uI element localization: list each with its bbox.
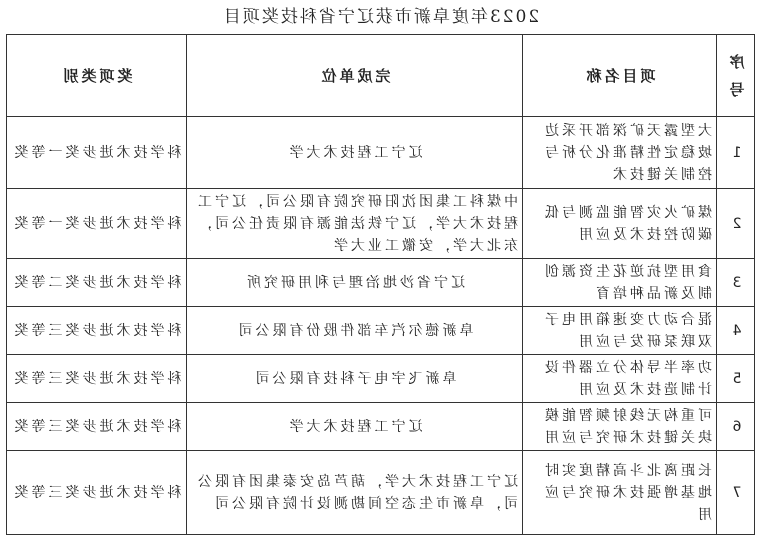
- row-project: 食用型抗逆花生资源创制及新品种培育: [523, 259, 717, 307]
- row-category: 科学技术进步奖三等奖: [7, 403, 187, 451]
- header-seq-line1: 序: [726, 52, 745, 71]
- row-unit: 辽宁工程技术大学: [187, 117, 523, 189]
- row-unit: 阜新飞宇电子科技有限公司: [187, 355, 523, 403]
- row-project: 煤矿火灾智能监测与低碳防控技术及应用: [523, 189, 717, 259]
- row-category: 科学技术进步奖一等奖: [7, 117, 187, 189]
- row-unit: 辽宁工程技术大学，葫芦岛安泰集团有限公司，阜新市生态空间勘测设计院有限公司: [187, 451, 523, 535]
- header-project: 项目名称: [523, 35, 717, 117]
- row-category: 科学技术进步奖一等奖: [7, 189, 187, 259]
- row-seq: 3: [717, 259, 755, 307]
- table-row: [7, 355, 755, 403]
- row-seq: 5: [717, 355, 755, 403]
- row-project: 长距离北斗高精度实时地基增强技术研究与应用: [523, 451, 717, 535]
- row-unit: 中煤科工集团沈阳研究院有限公司，辽宁工程技术大学，辽宁铁法能源有限责任公司，东北大学，安徽工业大学: [187, 189, 523, 259]
- row-seq: 6: [717, 403, 755, 451]
- row-unit: 阜新德尔汽车部件股份有限公司: [187, 307, 523, 355]
- row-category: 科学技术进步奖二等奖: [7, 259, 187, 307]
- row-seq: 2: [717, 189, 755, 259]
- row-category: 科学技术进步奖三等奖: [7, 451, 187, 535]
- row-unit: 辽宁省沙地治理与利用研究所: [187, 259, 523, 307]
- document-title: 2023年度阜新市获辽宁省科技奖项目: [221, 7, 540, 27]
- row-seq: 7: [717, 451, 755, 535]
- table-row: [7, 403, 755, 451]
- row-project: 大型露天矿深部开采边坡稳定性精准化分析与控制关键技术: [523, 117, 717, 189]
- row-seq: 1: [717, 117, 755, 189]
- row-project: 混合动力变速箱用电子双联泵研发与应用: [523, 307, 717, 355]
- row-project: 可重构无线射频智能模块关键技术研究与应用: [523, 403, 717, 451]
- table-header-row: [7, 35, 755, 117]
- table-row: [7, 117, 755, 189]
- row-project: 功率半导体分立器件设计制造技术及应用: [523, 355, 717, 403]
- header-seq-line2: 号: [726, 80, 745, 99]
- row-seq: 4: [717, 307, 755, 355]
- row-category: 科学技术进步奖三等奖: [7, 307, 187, 355]
- row-category: 科学技术进步奖三等奖: [7, 355, 187, 403]
- table-row: [7, 259, 755, 307]
- header-unit: 完成单位: [187, 35, 523, 117]
- row-unit: 辽宁工程技术大学: [187, 403, 523, 451]
- table-row: [7, 451, 755, 535]
- header-seq: [717, 35, 755, 117]
- table-row: [7, 307, 755, 355]
- table-row: [7, 189, 755, 259]
- header-category: 奖项类别: [7, 35, 187, 117]
- award-table: [6, 34, 755, 535]
